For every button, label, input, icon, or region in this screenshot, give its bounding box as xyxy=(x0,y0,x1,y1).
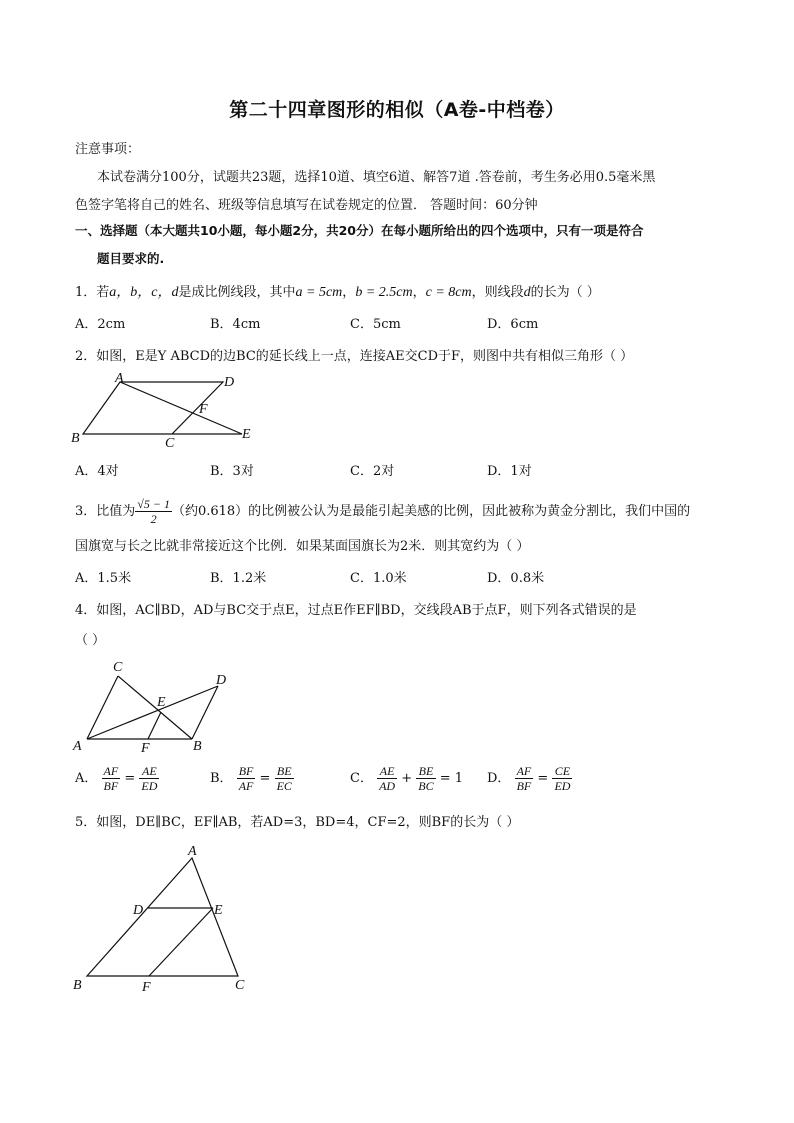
question-5-figure xyxy=(65,838,265,998)
label-c: C xyxy=(235,978,245,993)
page-title: 第二十四章图形的相似（A卷-中档卷） xyxy=(229,99,565,121)
question-1-option-b[interactable]: B．4cm xyxy=(210,317,261,332)
question-4-option-b[interactable]: B． $\frac{BF}{AF}$ = $\frac{BE}{EC}$ xyxy=(210,764,292,793)
notice-heading: 注意事项： xyxy=(75,142,141,157)
segment-ef xyxy=(149,908,213,976)
label-d: D xyxy=(224,375,235,390)
label-d: D xyxy=(216,673,227,688)
segment-db xyxy=(192,686,218,739)
question-4-option-c[interactable]: C． $\frac{AE}{AD}$ + $\frac{BE}{BC}$ = 1 xyxy=(350,764,464,793)
section1-heading-line-1: 一、选择题（本大题共10小题，每小题2分，共20分）在每小题所给出的四个选项中，只有一项是符合 xyxy=(75,223,644,238)
label-e: E xyxy=(214,903,223,918)
label-b: B xyxy=(193,739,202,754)
label-e: E xyxy=(242,427,251,442)
label-a: A xyxy=(115,371,124,386)
question-3-option-a[interactable]: A．1.5米 xyxy=(75,571,132,586)
question-3-line-2: 国旗宽与长之比就非常接近这个比例．如果某面国旗长为2米．则其宽约为（ ） xyxy=(75,539,530,554)
question-3-option-d[interactable]: D．0.8米 xyxy=(487,571,545,586)
label-b: B xyxy=(71,431,80,446)
question-1-text: 1．若a，b，c，d是成比例线段，其中a = 5cm，b = 2.5cm，c = 8cm，则线段d的长为（ ） xyxy=(75,285,600,300)
question-4-option-a[interactable]: A． $\frac{AF}{BF}$ = $\frac{AE}{ED}$ xyxy=(75,764,158,793)
question-4-option-d[interactable]: D． $\frac{AF}{BF}$ = $\frac{CE}{ED}$ xyxy=(487,764,571,793)
label-c: C xyxy=(165,436,175,451)
question-2-option-b[interactable]: B．3对 xyxy=(210,464,254,479)
notice-line-1: 本试卷满分100分，试题共23题，选择10道、填空6道、解答7道 .答卷前，考生务必用0.5毫米黑 xyxy=(97,170,656,185)
notice-line-2: 色签字笔将自己的姓名、班级等信息填写在试卷规定的位置． 答题时间：60分钟 xyxy=(75,198,538,213)
label-a: A xyxy=(188,844,197,859)
question-4-text: 4．如图，AC∥BD，AD与BC交于点E，过点E作EF∥BD，交线段AB于点F，则下列各式错误的是 xyxy=(75,603,637,618)
label-f: F xyxy=(199,402,208,417)
question-4-line-2: （ ） xyxy=(75,633,106,648)
section1-heading-line-2: 题目要求的. xyxy=(97,251,165,266)
segment-ac xyxy=(87,676,118,739)
segment-ad xyxy=(87,686,218,739)
question-5-text: 5．如图，DE∥BC，EF∥AB，若AD=3，BD=4，CF=2，则BF的长为（ ） xyxy=(75,815,520,830)
question-3-option-c[interactable]: C．1.0米 xyxy=(350,571,407,586)
label-e: E xyxy=(157,695,166,710)
question-4-figure xyxy=(65,654,245,754)
question-1-option-a[interactable]: A．2cm xyxy=(75,317,126,332)
label-b: B xyxy=(73,978,82,993)
question-2-option-c[interactable]: C．2对 xyxy=(350,464,395,479)
question-2-text: 2．如图，E是Y ABCD的边BC的延长线上一点，连接AE交CD于F，则图中共有相似三角形（ ） xyxy=(75,349,634,364)
question-3-text: 3．比值为 $\frac{√5 - 1}{2}$ （约0.618）的比例被公认为是最能引起美感的比例，因此被称为黄金分割比，我们中国的 xyxy=(75,497,691,526)
label-d: D xyxy=(133,903,144,918)
segment-cb xyxy=(118,676,192,739)
label-f: F xyxy=(142,980,151,995)
label-c: C xyxy=(113,660,123,675)
question-2-option-a[interactable]: A．4对 xyxy=(75,464,119,479)
question-2-figure xyxy=(65,368,265,453)
label-a: A xyxy=(73,739,82,754)
golden-ratio-fraction: $\frac{√5 - 1}{2}$ xyxy=(137,497,170,526)
question-1-option-d[interactable]: D．6cm xyxy=(487,317,539,332)
question-1-option-c[interactable]: C．5cm xyxy=(350,317,401,332)
question-3-option-b[interactable]: B．1.2米 xyxy=(210,571,267,586)
question-2-option-d[interactable]: D．1对 xyxy=(487,464,532,479)
label-f: F xyxy=(141,741,150,754)
segment-ef xyxy=(148,712,161,739)
